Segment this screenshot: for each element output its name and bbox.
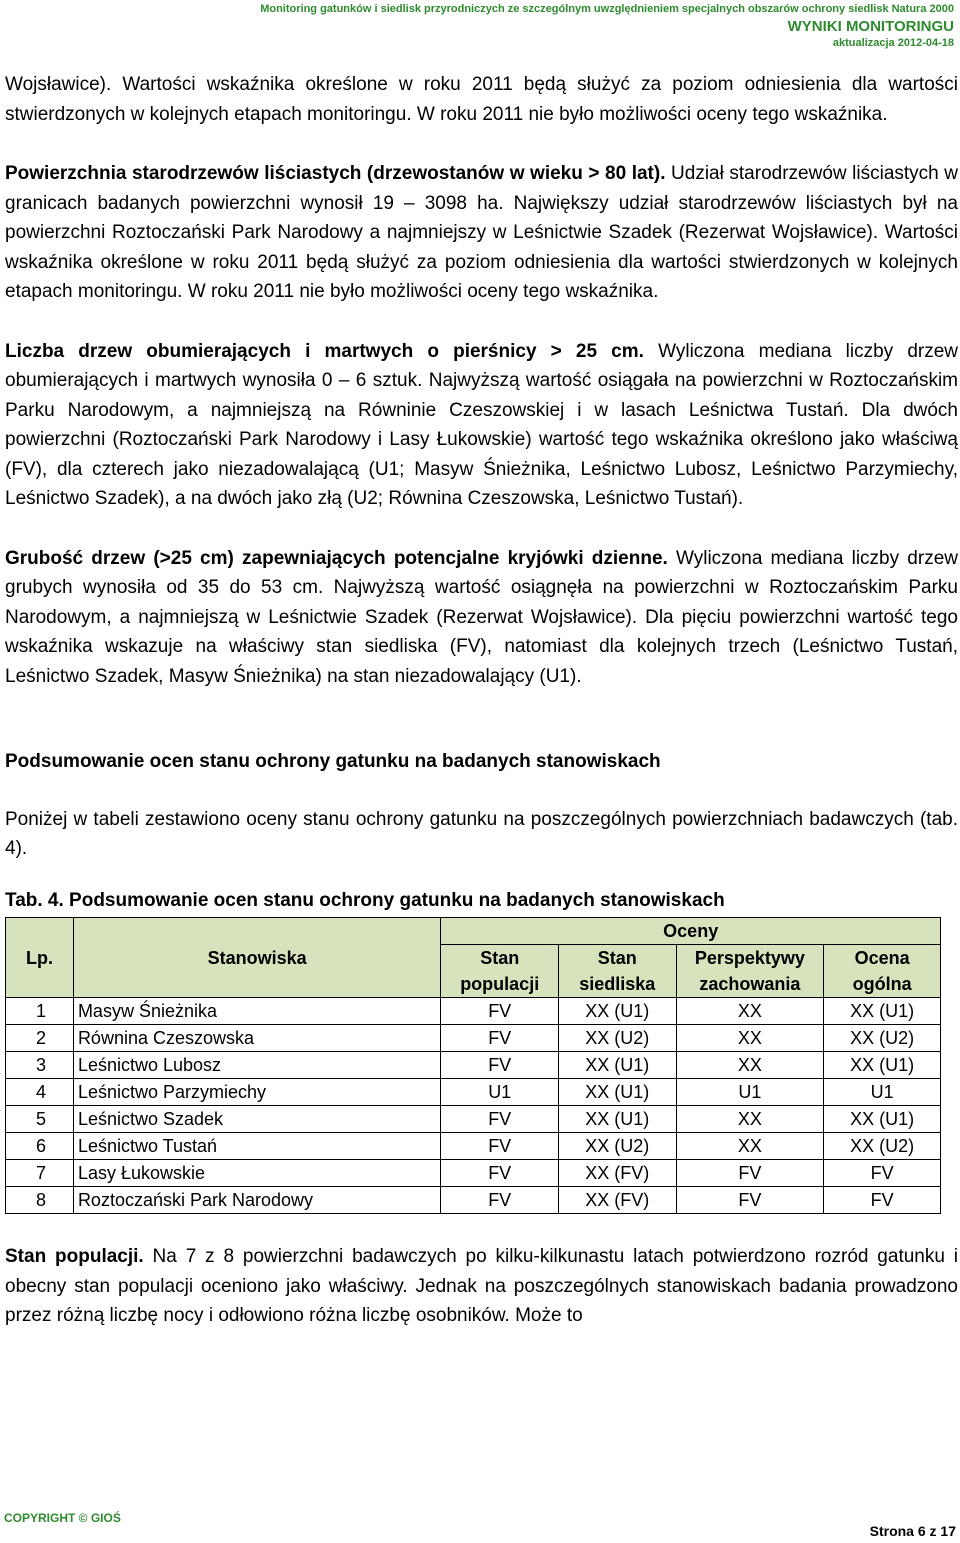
header-update-date: aktualizacja 2012-04-18 — [832, 37, 954, 49]
paragraph-heading: Powierzchnia starodrzewów liściastych (drzewostanów w wieku > 80 lat). — [5, 163, 666, 184]
cell-stan-siedliska: XX (U2) — [559, 1025, 677, 1052]
cell-stan-populacji: U1 — [441, 1079, 559, 1106]
cell-perspektywy: XX — [676, 1025, 824, 1052]
col-header-perspektywy: Perspektywy zachowania — [676, 945, 824, 998]
cell-lp: 5 — [6, 1106, 74, 1133]
cell-stan-siedliska: XX (FV) — [559, 1187, 677, 1214]
section-title: Podsumowanie ocen stanu ochrony gatunku na badanych stanowiskach — [5, 751, 661, 772]
cell-perspektywy: XX — [676, 998, 824, 1025]
cell-ocena: XX (U2) — [824, 1025, 941, 1052]
table-caption: Tab. 4. Podsumowanie ocen stanu ochrony gatunku na badanych stanowiskach — [5, 889, 725, 911]
cell-lp: 6 — [6, 1133, 74, 1160]
col-header-oceny: Oceny — [441, 918, 941, 945]
cell-lp: 3 — [6, 1052, 74, 1079]
col-header-lp: Lp. — [6, 918, 74, 998]
cell-ocena: FV — [824, 1160, 941, 1187]
cell-ocena: XX (U1) — [824, 1106, 941, 1133]
paragraph-heading: Stan populacji. — [5, 1246, 144, 1267]
cell-lp: 7 — [6, 1160, 74, 1187]
table-row — [6, 1079, 941, 1106]
cell-stanowisko: Lasy Łukowskie — [73, 1160, 440, 1187]
cell-stanowisko: Roztoczański Park Narodowy — [73, 1187, 440, 1214]
cell-stanowisko: Leśnictwo Szadek — [73, 1106, 440, 1133]
paragraph-drzewa-obumierajace: Liczba drzew obumierających i martwych o pierśnicy > 25 cm. Wyliczona mediana liczby drzew obumierających i martwych wynosiła 0 – 6 sztuk. Najwyższą wartość osiągała na powierzchni w Roztoczańskim Parku Narodowym, a najmniejszą na Równinie Czeszowskiej i w lasach Leśnictwa Tustań. Dla dwóch powierzchni (Roztoczański Park Narodowy i Lasy Łukowskie) wartość tego wskaźnika określono jako właściwą (FV), dla czterech jako niezadowalającą (U1; Masyw Śnieżnika, Leśnictwo Lubosz, Leśnictwo Parzymiechy, Leśnictwo Szadek), a na dwóch jako złą (U2; Równina Czeszowska, Leśnictwo Tustań). — [5, 340, 958, 509]
cell-ocena: XX (U2) — [824, 1133, 941, 1160]
paragraph-grubosc-drzew: Grubość drzew (>25 cm) zapewniających potencjalne kryjówki dzienne. Wyliczona mediana liczby drzew grubych wynosiła od 35 do 53 cm. Najwyższą wartość osiągnęła na powierzchni w Roztoczańskim Parku Narodowym, a najmniejszą w Leśnictwie Szadek (Rezerwat Wojsławice). Dla pięciu powierzchni wartość tego wskaźnika wskazuje na właściwy stan siedliska (FV), natomiast dla kolejnych trzech (Leśnictwo Tustań, Leśnictwo Szadek, Masyw Śnieżnika) na stan niezadowalający (U1). — [5, 547, 958, 687]
cell-perspektywy: U1 — [676, 1079, 824, 1106]
paragraph-starodrzewy: Powierzchnia starodrzewów liściastych (drzewostanów w wieku > 80 lat). Udział starodrzewów liściastych w granicach badanych powierzchni wynosił 19 – 3098 ha. Największy udział starodrzewów liściastych był na powierzchni Roztoczański Park Narodowy a najmniejszy w Leśnictwie Szadek (Rezerwat Wojsławice). Wartości wskaźnika określone w roku 2011 będą służyć za poziom odniesienia dla wartości stwierdzonych w kolejnych etapach monitoringu. W roku 2011 nie było możliwości oceny tego wskaźnika. — [5, 163, 958, 302]
cell-stanowisko: Masyw Śnieżnika — [73, 998, 440, 1025]
paragraph-heading: Liczba drzew obumierających i martwych o pierśnicy > 25 cm. — [5, 340, 644, 362]
header-project-title: Monitoring gatunków i siedlisk przyrodniczych ze szczególnym uwzględnieniem specjalnych obszarów ochrony siedlisk Natura 2000 — [260, 3, 954, 15]
cell-stan-siedliska: XX (FV) — [559, 1160, 677, 1187]
cell-lp: 8 — [6, 1187, 74, 1214]
cell-stan-populacji: FV — [441, 1025, 559, 1052]
cell-lp: 1 — [6, 998, 74, 1025]
cell-stanowisko: Leśnictwo Lubosz — [73, 1052, 440, 1079]
header-section-title: WYNIKI MONITORINGU — [787, 18, 954, 35]
paragraph-intro: Wojsławice). Wartości wskaźnika określone w roku 2011 będą służyć za poziom odniesienia dla wartości stwierdzonych w kolejnych etapach monitoringu. W roku 2011 nie było możliwości oceny tego wskaźnika. — [5, 74, 958, 125]
cell-perspektywy: XX — [676, 1106, 824, 1133]
cell-perspektywy: XX — [676, 1133, 824, 1160]
cell-lp: 2 — [6, 1025, 74, 1052]
cell-stan-populacji: FV — [441, 998, 559, 1025]
cell-stanowisko: Leśnictwo Tustań — [73, 1133, 440, 1160]
paragraph-table-intro: Poniżej w tabeli zestawiono oceny stanu ochrony gatunku na poszczególnych powierzchniach badawczych (tab. 4). — [5, 808, 958, 859]
cell-stan-siedliska: XX (U2) — [559, 1133, 677, 1160]
cell-lp: 4 — [6, 1079, 74, 1106]
cell-stan-populacji: FV — [441, 1052, 559, 1079]
paragraph-heading: Grubość drzew (>25 cm) zapewniających potencjalne kryjówki dzienne. — [5, 547, 668, 569]
table-row — [6, 1160, 941, 1187]
document-body — [5, 70, 958, 1361]
cell-stanowisko: Leśnictwo Parzymiechy — [73, 1079, 440, 1106]
table-body — [6, 998, 941, 1214]
footer-copyright: COPYRIGHT © GIOŚ — [4, 1511, 121, 1525]
col-header-stanowiska: Stanowiska — [73, 918, 440, 998]
cell-ocena: XX (U1) — [824, 1052, 941, 1079]
cell-ocena: XX (U1) — [824, 998, 941, 1025]
footer-page-number: Strona 6 z 17 — [869, 1523, 956, 1539]
cell-stan-populacji: FV — [441, 1160, 559, 1187]
cell-stan-siedliska: XX (U1) — [559, 1079, 677, 1106]
cell-perspektywy: FV — [676, 1187, 824, 1214]
cell-stan-populacji: FV — [441, 1187, 559, 1214]
cell-stan-populacji: FV — [441, 1133, 559, 1160]
col-header-stan-siedliska: Stan siedliska — [559, 945, 677, 998]
cell-perspektywy: FV — [676, 1160, 824, 1187]
page-header — [260, 2, 954, 50]
assessment-table — [5, 917, 941, 1214]
cell-ocena: FV — [824, 1187, 941, 1214]
paragraph-stan-populacji: Stan populacji. Na 7 z 8 powierzchni badawczych po kilku-kilkunastu latach potwierdzono rozród gatunku i obecny stan populacji oceniono jako właściwy. Jednak na poszczególnych stanowiskach badania prowadzono przez różną liczbę nocy i odłowiono różna liczbę osobników. Może to — [5, 1246, 958, 1326]
cell-stan-siedliska: XX (U1) — [559, 1106, 677, 1133]
table-row — [6, 1187, 941, 1214]
cell-stan-siedliska: XX (U1) — [559, 998, 677, 1025]
cell-stanowisko: Równina Czeszowska — [73, 1025, 440, 1052]
cell-stan-siedliska: XX (U1) — [559, 1052, 677, 1079]
table-row — [6, 1133, 941, 1160]
table-row — [6, 1052, 941, 1079]
cell-stan-populacji: FV — [441, 1106, 559, 1133]
table-row — [6, 998, 941, 1025]
table-row — [6, 1025, 941, 1052]
col-header-stan-populacji: Stan populacji — [441, 945, 559, 998]
table-row — [6, 1106, 941, 1133]
cell-ocena: U1 — [824, 1079, 941, 1106]
cell-perspektywy: XX — [676, 1052, 824, 1079]
col-header-ocena: Ocena ogólna — [824, 945, 941, 998]
